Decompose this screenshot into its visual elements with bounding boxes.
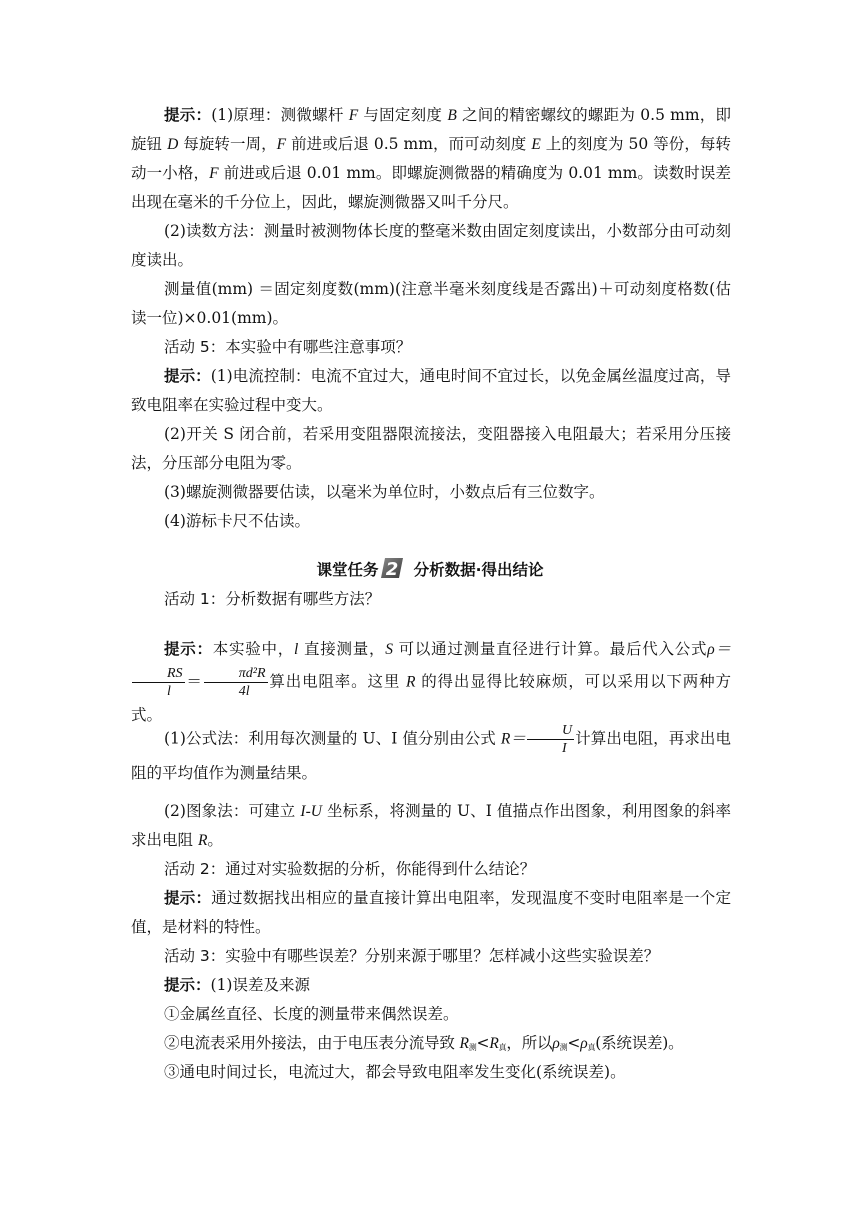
activity-2-hint: 提示：通过数据找出相应的量直接计算出电阻率，发现温度不变时电阻率是一个定值，是材料的特性。 [131, 889, 731, 936]
badge-number: 2 [385, 559, 398, 579]
error-item-2: ②电流表采用外接法，由于电压表分流导致 $R_测<R_真$，所以$\rho_测<\rho_真$(系统误差)。 [164, 1034, 684, 1052]
reading-method-paragraph: (2)读数方法：测量时被测物体长度的整毫米数由固定刻度读出，小数部分由可动刻度读出。 [131, 222, 731, 269]
activity-2-question: 活动 2：通过对实验数据的分析，你能得到什么结论？ [164, 860, 536, 878]
activity-5-hint-2: (2)开关 S 闭合前，若采用变阻器限流接法，变阻器接入电阻最大；若采用分压接法，分压部分电阻为零。 [131, 425, 731, 472]
activity-5-hint-4: (4)游标卡尺不估读。 [164, 512, 310, 530]
error-item-3: ③通电时间过长，电流过大，都会导致电阻率发生变化(系统误差)。 [164, 1063, 626, 1081]
activity-3-question: 活动 3：实验中有哪些误差？分别来源于哪里？怎样减小这些实验误差？ [164, 947, 660, 965]
activity-5-question: 活动 5：本实验中有哪些注意事项？ [164, 338, 412, 356]
hint-label: 提示： [164, 106, 212, 124]
fraction-RS-over-l: $\frac{RS}{l}$ [132, 665, 185, 700]
principle-paragraph: 提示：(1)原理：测微螺杆 F 与固定刻度 B 之间的精密螺纹的螺距为 0.5 mm，即旋钮 D 每旋转一周，F 前进或后退 0.5 mm，而可动刻度 E 上的刻度为 50 等份，每转动一小格，F 前进或后退 0.01 mm。即螺旋测微器的精确度为 0.01 mm。读数时误差出现在毫米的千分位上，因此，螺旋测微器又叫千分尺。 [131, 106, 731, 211]
activity-5-hint-3: (3)螺旋测微器要估读，以毫米为单位时，小数点后有三位数字。 [164, 483, 605, 501]
fraction-pi-d2R-over-4l: $\frac{\text{πd²R}}{4l}$ [204, 665, 268, 700]
error-item-1: ①金属丝直径、长度的测量带来偶然误差。 [164, 1005, 459, 1023]
activity-5-hint-1: 提示：(1)电流控制：电流不宜过大，通电时间不宜过长，以免金属丝温度过高，导致电阻率在实验过程中变大。 [131, 367, 731, 414]
fraction-U-over-I: $\frac{U}{I}$ [527, 722, 574, 757]
activity-1-hint: 提示：本实验中，l 直接测量，S 可以通过测量直径进行计算。最后代入公式ρ＝ $\frac{RS}{l}$ ＝ $\frac{\text{πd²R}}{4l}$ 算出电阻率。这里 R 的得出显得比较麻烦，可以采用以下两种方式。 [131, 640, 731, 724]
activity-1-question: 活动 1：分析数据有哪些方法？ [164, 590, 381, 608]
task-number-badge [380, 557, 404, 579]
formula-method-paragraph: (1)公式法：利用每次测量的 U、I 值分别由公式 R＝ $\frac{U}{I}$ 计算出电阻，再求出电阻的平均值作为测量结果。 [131, 723, 731, 782]
activity-3-hint: 提示：(1)误差及来源 [164, 976, 310, 994]
measure-value-paragraph: 测量值(mm) ＝固定刻度数(mm)(注意半毫米刻度线是否露出)＋可动刻度格数(估读一位)×0.01(mm)。 [131, 280, 731, 327]
section-heading: 课堂任务 2 分析数据·得出结论 [316, 559, 544, 579]
graph-method-paragraph: (2)图象法：可建立 I-U 坐标系，将测量的 U、I 值描点作出图象，利用图象的斜率求出电阻 R。 [131, 802, 732, 849]
